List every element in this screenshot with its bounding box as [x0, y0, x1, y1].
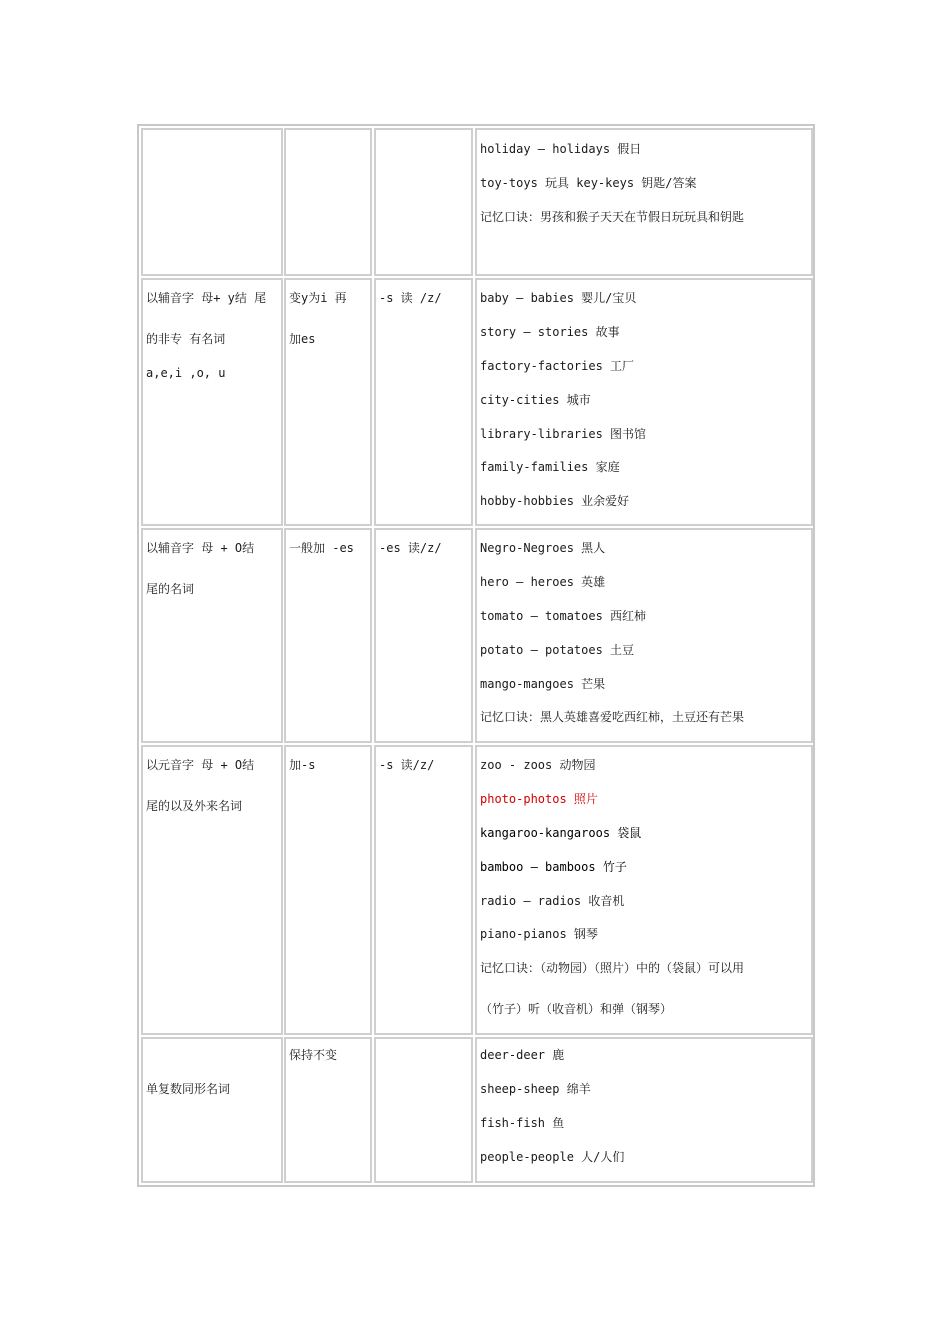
method-text: 保持不变 — [289, 1048, 338, 1062]
rule-text: 单复数同形名词 — [146, 1082, 231, 1096]
example-line: family-families 家庭 — [480, 460, 620, 474]
example-line: city-cities 城市 — [480, 393, 591, 407]
example-line: hero — heroes 英雄 — [480, 575, 606, 589]
example-line: mango-mangoes 芒果 — [480, 677, 606, 691]
rule-cell — [141, 1037, 283, 1183]
example-line: holiday — holidays 假日 — [480, 142, 642, 156]
method-text: 加es — [289, 332, 316, 346]
mnemonic-line: 记忆口诀：男孩和猴子天天在节假日玩玩具和钥匙 — [480, 210, 745, 224]
pronunciation-cell — [374, 1037, 473, 1183]
example-line: potato – potatoes 土豆 — [480, 643, 635, 657]
example-line: people-people 人/人们 — [480, 1150, 625, 1164]
rule-cell — [141, 278, 283, 526]
rule-text: a,e,i ,o, u — [146, 366, 226, 380]
pronunciation-text: -s 读 /z/ — [379, 291, 442, 305]
method-text: 一般加 -es — [289, 541, 354, 555]
example-line: zoo - zoos 动物园 — [480, 758, 596, 772]
mnemonic-line: 记忆口诀：黑人英雄喜爱吃西红柿，土豆还有芒果 — [480, 710, 745, 724]
method-text: 加-s — [289, 758, 316, 772]
examples-cell — [475, 1037, 813, 1183]
rule-cell — [141, 745, 283, 1035]
examples-cell — [475, 745, 813, 1035]
method-cell — [284, 1037, 372, 1183]
rule-text: 尾的名词 — [146, 582, 195, 596]
method-cell — [284, 278, 372, 526]
pronunciation-text: -es 读/z/ — [379, 541, 442, 555]
example-line: baby — babies 婴儿/宝贝 — [480, 291, 637, 305]
example-line: kangaroo-kangaroos 袋鼠 — [480, 826, 642, 840]
example-line: Negro-Negroes 黑人 — [480, 541, 606, 555]
example-line: hobby-hobbies 业余爱好 — [480, 494, 630, 508]
method-cell — [284, 128, 372, 276]
example-line: tomato – tomatoes 西红柿 — [480, 609, 647, 623]
example-line: fish-fish 鱼 — [480, 1116, 565, 1130]
examples-cell — [475, 278, 813, 526]
highlighted-example-line: photo-photos 照片 — [480, 792, 598, 806]
pronunciation-text: -s 读/z/ — [379, 758, 435, 772]
method-cell — [284, 745, 372, 1035]
pronunciation-cell — [374, 745, 473, 1035]
example-line: toy-toys 玩具 key-keys 钥匙/答案 — [480, 176, 697, 190]
example-line: bamboo – bamboos 竹子 — [480, 860, 627, 874]
example-line: library-libraries 图书馆 — [480, 427, 647, 441]
rule-text: 以辅音字 母+ y结 尾 — [146, 291, 267, 305]
example-line: story — stories 故事 — [480, 325, 620, 339]
rule-text: 以辅音字 母 + O结 — [146, 541, 255, 555]
example-line: factory-factories 工厂 — [480, 359, 635, 373]
rule-text: 以元音字 母 + O结 — [146, 758, 255, 772]
pronunciation-cell — [374, 128, 473, 276]
example-line: sheep-sheep 绵羊 — [480, 1082, 591, 1096]
method-text: 变y为i 再 — [289, 291, 347, 305]
example-line: deer-deer 鹿 — [480, 1048, 565, 1062]
mnemonic-line: （竹子）听（收音机）和弹（钢琴） — [480, 1002, 673, 1016]
examples-cell — [475, 528, 813, 743]
example-line: radio – radios 收音机 — [480, 894, 625, 908]
rule-text: 尾的以及外来名词 — [146, 799, 243, 813]
examples-cell — [475, 128, 813, 276]
rule-cell — [141, 128, 283, 276]
method-cell — [284, 528, 372, 743]
pronunciation-cell — [374, 528, 473, 743]
rule-text: 的非专 有名词 — [146, 332, 226, 346]
example-line: piano-pianos 钢琴 — [480, 927, 598, 941]
plural-rules-table — [137, 124, 815, 1187]
rule-cell — [141, 528, 283, 743]
pronunciation-cell — [374, 278, 473, 526]
mnemonic-line: 记忆口诀：（动物园）（照片）中的（袋鼠）可以用 — [480, 961, 745, 975]
